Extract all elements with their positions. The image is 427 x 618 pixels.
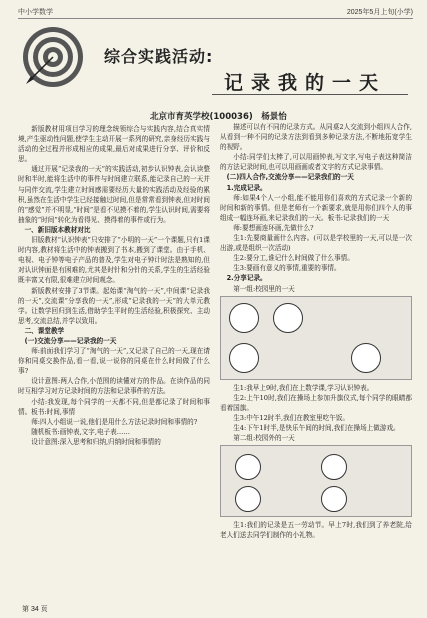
paragraph: 随机板书:画钟表,文字,电子表…… [31, 427, 130, 436]
page-number: 第 34 页 [22, 606, 48, 613]
article-title: 综合实践活动: [104, 47, 214, 66]
clock-icon [229, 343, 259, 373]
clock-icon [351, 343, 381, 373]
article-subtitle: 记录我的一天 [224, 72, 387, 94]
clock-icon [229, 303, 259, 333]
clock-icon [235, 486, 261, 512]
clock-icon [321, 454, 347, 480]
section-heading: 2.分享记录。 [226, 274, 267, 283]
paragraph: 小结:同学们太棒了,可以用画钟表,写文字,写电子表这种简洁的方法记录时间,也可以用画画或者文字的方式记录事情。 [220, 153, 412, 172]
paragraph: 新版教材用项目学习的理念统领综合与实践内容,结合真实情境,产生驱动性问题,使学生主动开展一系列的研究,亲身经历实践与活动的全过程并形成相应的成果,最后对成果进行分享、评价和反思。 [18, 125, 210, 164]
paragraph: 第一组:校园里的一天 [233, 284, 295, 293]
right-column-end [220, 520, 412, 540]
dartboard-icon [22, 26, 84, 88]
right-column-middle [220, 383, 412, 444]
section-heading: 1.完成记录。 [226, 183, 267, 192]
issue-date: 2025年5月上旬(小学) [346, 9, 413, 16]
paragraph: 生1:我们的记录是五一劳动节。早上7时,我们到了养老院,给老人们送去同学们制作的小礼物。 [220, 521, 412, 540]
section-heading: 二、课堂教学 [24, 326, 65, 335]
paragraph: 描述可以有不同的记录方式。从同桌2人交流到小组四人合作,从看到一种不同的记录方法到看到多种记录方法,不断地拓宽学生的视野。 [220, 123, 412, 152]
group-one-photo [220, 296, 412, 380]
left-column [18, 124, 210, 447]
section-heading: (二)四人合作,交流分享——记录我们的一天 [226, 173, 354, 182]
paragraph: 新版教材安排了3节课。起始课“淘气的一天”,中间课“记录我的一天”,交流课“分享我的一天”,形成“记录我的一天”的大单元教学。让数学回归到生活,借助学生平时的生活经验,积极探究、主动思考,交流总结,并学以致用。 [18, 286, 210, 325]
journal-name: 中小学数学 [18, 9, 53, 16]
clock-icon [273, 303, 303, 333]
group-two-photo [220, 445, 412, 517]
paragraph: 设计意图:深入思考和归纳,归纳时间和事情的 [31, 437, 161, 446]
paragraph: 生3:要画有意义的事情,重要的事情。 [233, 264, 341, 273]
paragraph: 小结:我发现,每个同学的一天都不同,但是都记录了时间和事情。板书:时间,事情 [18, 397, 210, 416]
paragraph: 师:前面我们学习了“淘气的一天”,又记录了自己的一天,现在请你和同桌交换作品,看一看,说一说你的同桌在什么时间做了什么事? [18, 347, 210, 376]
paragraph: 生2:要分工,谁记什么时间做了什么事情。 [233, 254, 354, 263]
paragraph: 旧版教材“认识钟表”只安排了“小明的一天”一个课题,只有1课时内容,教材将生活中的钟表搬到了书本,搬到了课堂。由于手机、电视、电子钟等电子产品的普及,学生对电子钟计时法是熟知的,但对认识钟面是有困难的,尤其是时针和分针的关系,学生的生活经验既丰富又有限,很难建立时间观念。 [18, 236, 210, 285]
paragraph: 生1:我早上9时,我们在上数学课,学习认识钟表。 [233, 383, 374, 392]
section-heading: (一)交流分享——记录我的一天 [24, 336, 117, 345]
paragraph: 师:如果4个人一小组,能不能用你们喜欢的方式记录一个新的时间和新的事情。但是老师有一个新要求,就是用你们四个人的事组成一幅连环画,来记录我们的一天。板书:记录我们的一天 [220, 193, 412, 222]
paragraph: 通过开展“记录我的一天”的实践活动,初步认识钟表,会认读整时和半时,能将生活中的事件与时间建立联系,能记录自己的一天并与同伴交流,学生建立时间感需要经历大量的实践活动及经验的累积,虽然在生活中学生已经接触过时间,但是常常看到钟表,但对时间的“感觉”并不明显,“时间”是看不见摸不着的,学生认识时间,需要将抽象的“时间”转化为看得见、摸得着的事件或行为。 [18, 165, 210, 224]
paragraph: 师:要想画连环画,先做什么? [233, 223, 314, 232]
clock-icon [321, 486, 347, 512]
article-subtitle-box [212, 62, 408, 95]
page-header [18, 6, 413, 19]
section-heading: 一、新旧版本教材对比 [24, 225, 91, 234]
paragraph: 生3:中午12时半,我们在教室里吃午饭。 [233, 413, 349, 422]
paragraph: 生4:下午1时半,是快乐午间的时间,我们在操场上做游戏。 [233, 423, 400, 432]
paragraph: 生2:上午10时,我们在操场上参加升旗仪式,每个同学的眼睛都看着国旗。 [220, 393, 412, 412]
right-column [220, 122, 412, 540]
clock-icon [235, 454, 261, 480]
paragraph: 师:四人小组说一说,他们是用什么方法记录时间和事情的? [31, 417, 198, 426]
author-line: 北京市育英学校(100036) 杨景怡 [150, 112, 287, 122]
right-column-top [220, 122, 412, 294]
paragraph: 第二组:校园外的一天 [233, 434, 295, 443]
paragraph: 设计意图:两人合作,小范围的读懂对方的作品。在读作品的同时互相学习对方记录时间的方法和记录事件的方法。 [18, 377, 210, 396]
paragraph: 生1:先要商量画什么内容。(可以是学校里的一天,可以是一次出游,或是组织一次活动) [220, 234, 412, 253]
